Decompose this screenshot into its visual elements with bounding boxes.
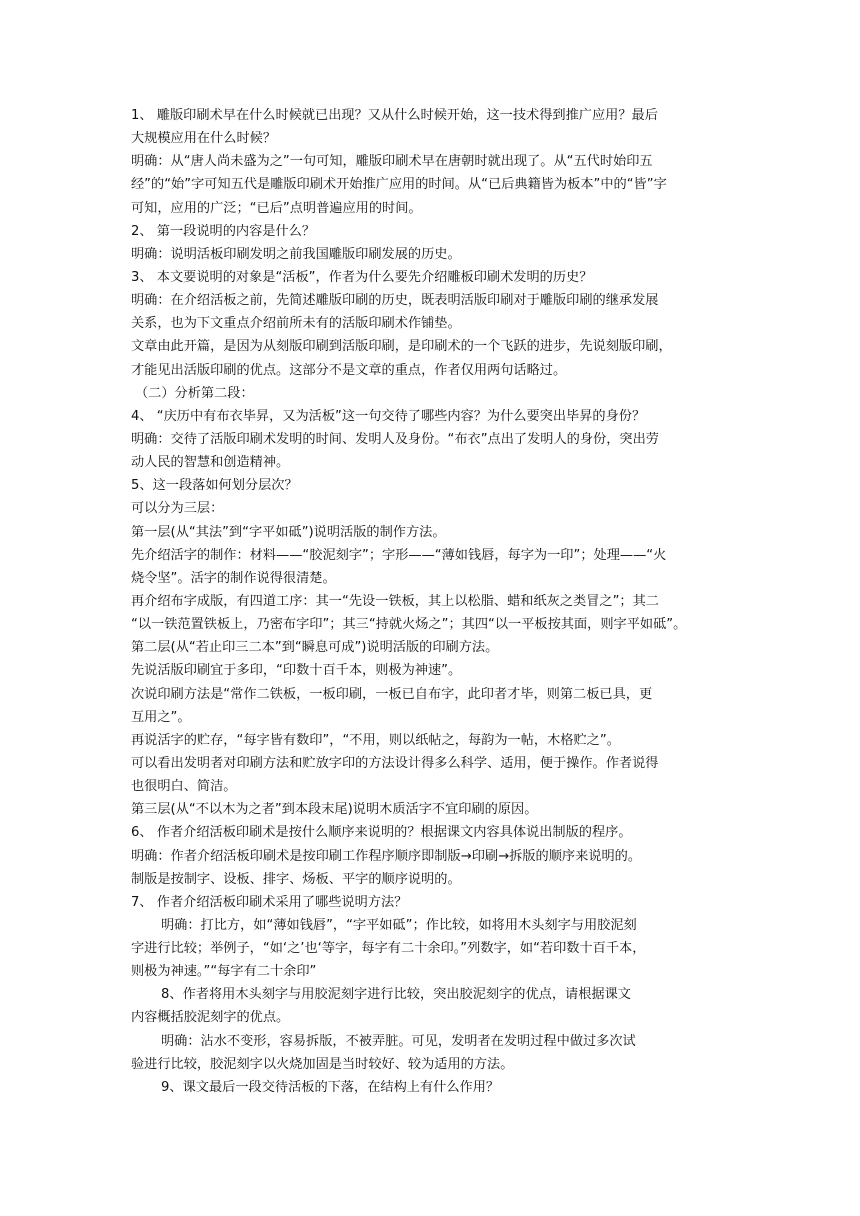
paragraph-line: 再说活字的贮存，“每字皆有数印”，“不用，则以纸帖之，每韵为一帖，木格贮之”。 <box>131 732 620 748</box>
answer-4-line-2: 动人民的智慧和创造精神。 <box>131 455 290 471</box>
paragraph-line: 烧令坚”。活字的制作说得很清楚。 <box>131 570 336 586</box>
paragraph-line: 才能见出活版印刷的优点。这部分不是文章的重点，作者仅用两句话略过。 <box>131 362 567 378</box>
answer-1-line-1: 明确：从“唐人尚未盛为之”一句可知，雕版印刷术早在唐朝时就出现了。从“五代时始印五 <box>131 154 653 170</box>
answer-6-line-1: 明确：作者介绍活板印刷术是按印刷工作程序顺序即制版→印刷→拆版的顺序来说明的。 <box>131 848 642 864</box>
question-4: 4、 “庆历中有布衣毕昇，又为活板”这一句交待了哪些内容？为什么要突出毕昇的身份？ <box>131 408 646 424</box>
question-1-line-2: 大规模应用在什么时候？ <box>131 131 277 147</box>
answer-3-line-2: 关系，也为下文重点介绍前所未有的活版印刷术作铺垫。 <box>131 316 461 332</box>
paragraph-line: 先说活版印刷宜于多印，“印数十百千本，则极为神速”。 <box>131 663 462 679</box>
paragraph-line: 也很明白、简洁。 <box>131 779 237 795</box>
question-5: 5、这一段落如何划分层次？ <box>131 478 298 494</box>
paragraph-line: 可以看出发明者对印刷方法和贮放字印的方法设计得多么科学、适用，便于操作。作者说得 <box>131 755 659 771</box>
answer-4-line-1: 明确：交待了活版印刷术发明的时间、发明人及身份。“布衣”点出了发明人的身份，突出劳 <box>131 431 659 447</box>
document-body <box>131 104 735 1099</box>
answer-1-line-3: 可知，应用的广泛；“已后”点明普遍应用的时间。 <box>131 200 422 216</box>
paragraph-line: 互用之”。 <box>131 709 191 725</box>
section-heading: （二）分析第二段： <box>135 385 254 401</box>
answer-7-line-2: 字进行比较；举例子，“如‘之’也‘等字，每字有二十余印。”列数字，如“若印数十百千本， <box>131 941 646 957</box>
paragraph-line: 先介绍活字的制作：材料——“胶泥刻字”；字形——“薄如钱唇，每字为一印”；处理——“火 <box>131 547 667 563</box>
answer-3-line-1: 明确：在介绍活板之前，先简述雕版印刷的历史，既表明活版印刷对于雕版印刷的继承发展 <box>131 293 659 309</box>
question-1-line-1: 1、 雕版印刷术早在什么时候就已出现？又从什么时候开始，这一技术得到推广应用？最后 <box>131 108 658 123</box>
answer-2: 明确：说明活板印刷发明之前我国雕版印刷发展的历史。 <box>131 246 461 262</box>
paragraph-line: 第二层(从“若止印三二本”到“瞬息可成”)说明活版的印刷方法。 <box>131 640 499 656</box>
answer-8-line-2: 验进行比较，胶泥刻字以火烧加固是当时较好、较为适用的方法。 <box>131 1056 514 1072</box>
answer-6-line-2: 制版是按制字、设板、排字、炀板、平字的顺序说明的。 <box>131 871 461 887</box>
paragraph-line: 再介绍布字成版，有四道工序：其一“先设一铁板，其上以松脂、蜡和纸灰之类冒之”；其二 <box>131 593 659 609</box>
question-7: 7、 作者介绍活板印刷术采用了哪些说明方法？ <box>131 894 408 910</box>
question-6: 6、 作者介绍活板印刷术是按什么顺序来说明的？根据课文内容具体说出制版的程序。 <box>131 825 632 841</box>
answer-1-line-2: 经”的“始”字可知五代是雕版印刷术开始推广应用的时间。从“已后典籍皆为板本”中的“皆”字 <box>131 177 667 193</box>
answer-8-line-1: 明确：沾水不变形，容易拆版，不被弄脏。可见，发明者在发明过程中做过多次试 <box>161 1033 636 1049</box>
paragraph-line: 次说印刷方法是“常作二铁板，一板印刷，一板已自布字，此印者才毕，则第二板已具，更 <box>131 686 653 702</box>
question-8-line-2: 内容概括胶泥刻字的优点。 <box>131 1010 290 1026</box>
answer-7-line-1: 明确：打比方，如“薄如钱唇”，“字平如砥”；作比较，如将用木头刻字与用胶泥刻 <box>161 917 637 933</box>
paragraph-line: 第一层(从“其法”到“字平如砥”)说明活版的制作方法。 <box>131 524 446 540</box>
question-9: 9、课文最后一段交待活板的下落，在结构上有什么作用？ <box>161 1079 500 1095</box>
question-8-line-1: 8、作者将用木头刻字与用胶泥刻字进行比较，突出胶泥刻字的优点，请根据课文 <box>161 987 631 1003</box>
question-3: 3、 本文要说明的对象是“活板”，作者为什么要先介绍雕板印刷术发明的历史？ <box>131 269 593 285</box>
answer-7-line-3: 则极为神速。”“每字有二十余印” <box>131 964 317 980</box>
question-2: 2、 第一段说明的内容是什么？ <box>131 223 316 239</box>
paragraph-line: 第三层(从“不以木为之者”到本段末尾)说明木质活字不宜印刷的原因。 <box>131 802 538 818</box>
paragraph-line: 可以分为三层： <box>131 501 224 517</box>
paragraph-line: “以一铁范置铁板上，乃密布字印”；其三“持就火炀之”；其四“以一平板按其面，则字平如砥”。 <box>131 617 687 633</box>
paragraph-line: 文章由此开篇，是因为从刻版印刷到活版印刷，是印刷术的一个飞跃的进步，先说刻版印刷， <box>131 339 672 355</box>
